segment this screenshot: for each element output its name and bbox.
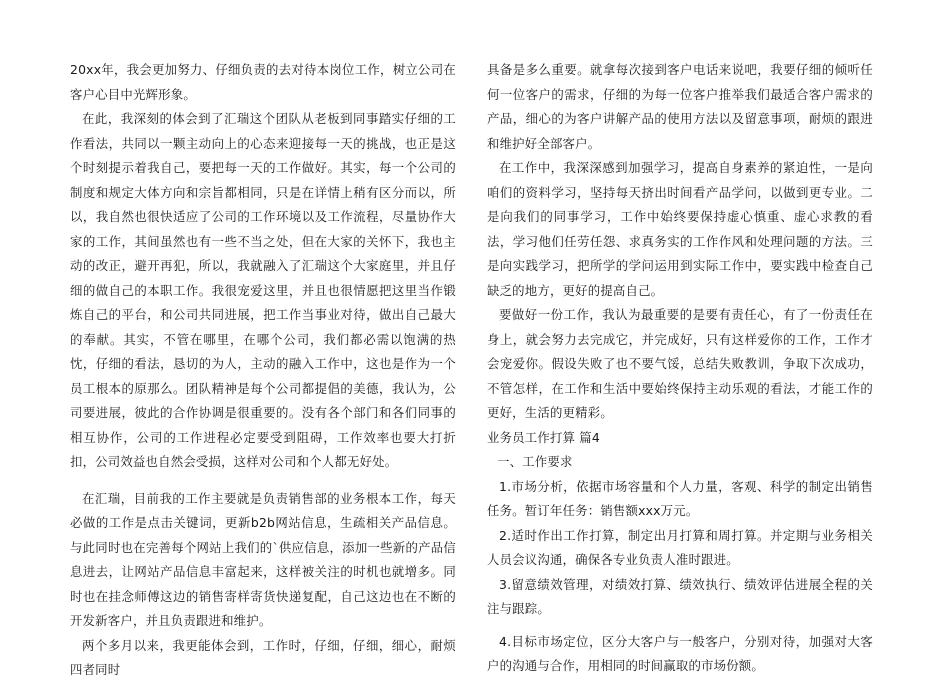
list-item-target-market: 4.目标市场定位，区分大客户与一般客户，分别对待，加强对大客户的沟通与合作，用相同的时间赢取的市场份额。 <box>487 633 873 673</box>
subsection-title-work-requirements: 一、工作要求 <box>497 454 573 469</box>
paragraph-learning: 在工作中，我深深感到加强学习，提高自身素养的紧迫性，一是向咱们的资料学习，坚持每天挤出时间看产品学问，以做到更专业。二是向我们的同事学习，工作中始终要保持虚心慎重、虚心求教的看法，学习他们任劳任怨、求真务实的工作作风和处理问题的方法。三是向实践学习，把所学的学问运用到实际工作中，要实践中检查自己缺乏的地方，更好的提高自己。 <box>487 160 873 298</box>
section-title: 业务员工作打算 篇4 <box>487 429 600 445</box>
paragraph-two-months: 两个多月以来，我更能体会到，工作时，仔细，仔细，细心，耐烦四者同时 <box>70 637 456 677</box>
right-text-column <box>487 58 873 679</box>
paragraph-responsibility: 要做好一份工作，我认为最重要的是要有责任心，有了一份责任在身上，就会努力去完成它，并完成好，只有这样爱你的工作，工作才会宠爱你。假设失败了也不要气馁，总结失败教训，争取下次成功，不管怎样，在工作和生活中要始终保持主动乐观的看法，才能工作的更好，生活的更精彩。 <box>487 307 873 420</box>
paragraph-current-work: 在汇瑞，目前我的工作主要就是负责销售部的业务根本工作，每天必做的工作是点击关键词，更新b2b网站信息，生疏相关产品信息。与此同时也在完善每个网站上我们的`供应信息，添加一些新的产品信息进去，让网站产品信息丰富起来，这样被关注的时机也就增多。同时也在挂念师傅这边的销售寄样寄货快递复配，自己这边也在不断的开发新客户，并且负责跟进和维护。 <box>70 490 456 628</box>
left-text-column <box>70 58 456 683</box>
list-item-work-plan: 2.适时作出工作打算，制定出月打算和周打算。并定期与业务相关人员会议沟通，确保各专业负责人准时跟进。 <box>487 527 873 567</box>
paragraph-year-commitment: 20xx年，我会更加努力、仔细负责的去对待本岗位工作，树立公司在客户心目中光辉形象。 <box>70 62 456 102</box>
paragraph-customer-care: 具备是多么重要。就拿每次接到客户电话来说吧，我要仔细的倾听任何一位客户的需求，仔细的为每一位客户推举我们最适合客户需求的产品，细心的为客户讲解产品的使用方法以及留意事项，耐烦的跟进和维护好全部客户。 <box>487 62 873 151</box>
list-item-performance: 3.留意绩效管理，对绩效打算、绩效执行、绩效评估进展全程的关注与跟踪。 <box>487 576 873 616</box>
list-item-market-analysis: 1.市场分析，依据市场容量和个人力量，客观、科学的制定出销售任务。暂订年任务：销售额xxx万元。 <box>487 478 873 518</box>
paragraph-team-experience: 在此，我深刻的体会到了汇瑞这个团队从老板到同事踏实仔细的工作看法，共同以一颗主动向上的心态来迎接每一天的挑战，也正是这个时刻提示着我自己，要把每一天的工作做好。其实，每一个公司的制度和规定大体方向和宗旨都相同，只是在详情上稍有区分而以，所以，我自然也很快适应了公司的工作环境以及工作流程，尽量协作大家的工作，其间虽然也有一些不当之处，但在大家的关怀下，我也主动的改正，避开再犯，所以，我就融入了汇瑞这个大家庭里，并且仔细的做自己的本职工作。我很宠爱这里，并且也很情愿把这里当作锻炼自己的平台，和公司共同进展，把工作当事业对待，做出自己最大的奉献。其实，不管在哪里，在哪个公司，我们都必需以饱满的热忱，仔细的看法，恳切的为人，主动的融入工作中，这也是作为一个员工根本的原那么。团队精神是每个公司都提倡的美德，我认为，公司要进展，彼此的合作协调是很重要的。没有各个部门和各们同事的相互协作，公司的工作进程必定要受到阻碍，工作效率也要大打折扣，公司效益也自然会受损，这样对公司和个人都无好处。 <box>70 111 456 469</box>
